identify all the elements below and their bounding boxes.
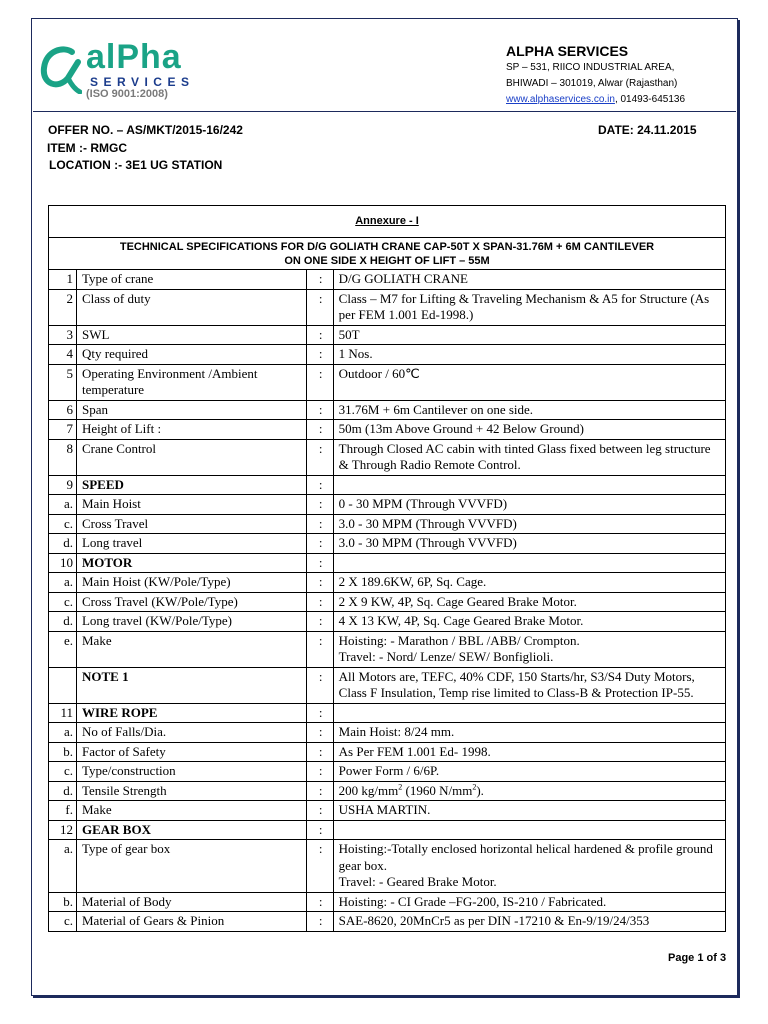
row-value-line: Power Form / 6/6P. [338, 763, 440, 778]
table-row [49, 400, 726, 420]
row-colon: : [306, 534, 333, 554]
row-value [333, 495, 725, 515]
row-value [333, 801, 725, 821]
row-number: 3 [49, 325, 77, 345]
row-number: a. [49, 573, 77, 593]
row-item: Qty required [76, 345, 306, 365]
table-row [49, 762, 726, 782]
address-line-1: SP – 531, RIICO INDUSTRIAL AREA, [506, 62, 675, 73]
row-colon: : [306, 364, 333, 400]
row-number: 8 [49, 439, 77, 475]
row-item: Class of duty [76, 289, 306, 325]
table-row [49, 840, 726, 893]
spec-heading [49, 238, 725, 270]
row-value-part: 200 kg/mm [338, 782, 399, 798]
row-value [333, 742, 725, 762]
logo-iso: (ISO 9001:2008) [86, 88, 168, 100]
row-colon: : [306, 345, 333, 365]
offer-number: OFFER NO. – AS/MKT/2015-16/242 [48, 123, 243, 137]
table-row [49, 439, 726, 475]
row-value-line: As Per FEM 1.001 Ed- 1998. [338, 743, 491, 759]
table-row [49, 631, 726, 667]
table-row [49, 495, 726, 515]
row-value-line: 50m (13m Above Ground + 42 Below Ground) [338, 421, 584, 436]
row-value [333, 631, 725, 667]
row-value-line: 2 X 189.6KW, 6P, Sq. Cage. [338, 574, 487, 589]
table-row [49, 364, 726, 400]
row-item: Material of Body [76, 892, 306, 912]
row-value [333, 534, 725, 554]
row-value-line: Hoisting: - CI Grade –FG-200, IS-210 / Fabricated. [338, 893, 607, 909]
row-value [333, 270, 725, 290]
row-value [333, 573, 725, 593]
row-number: a. [49, 840, 77, 893]
address-line-2: BHIWADI – 301019, Alwar (Rajasthan) [506, 78, 678, 89]
table-row [49, 742, 726, 762]
row-value-line: 2 X 9 KW, 4P, Sq. Cage Geared Brake Motor. [338, 593, 577, 609]
row-item: Make [76, 631, 306, 667]
row-number: 2 [49, 289, 77, 325]
row-item: Factor of Safety [76, 742, 306, 762]
row-value [333, 364, 725, 400]
row-value [333, 289, 725, 325]
row-value [333, 840, 725, 893]
row-value [333, 667, 725, 703]
row-value-line: All Motors are, TEFC, 40% CDF, 150 Starts/hr, S3/S4 Duty Motors, Class F Insulation, Temp rise limited to Class-B & Protection IP-55. [338, 668, 695, 700]
row-value [333, 892, 725, 912]
row-colon: : [306, 612, 333, 632]
row-item: Cross Travel [76, 514, 306, 534]
row-number: 10 [49, 553, 77, 573]
row-colon: : [306, 495, 333, 515]
table-row [49, 475, 726, 495]
row-item: No of Falls/Dia. [76, 723, 306, 743]
row-number: d. [49, 534, 77, 554]
row-item: Make [76, 801, 306, 821]
row-value-line: SAE-8620, 20MnCr5 as per DIN -17210 & En-9/19/24/353 [338, 913, 650, 928]
row-value-line: 31.76M + 6m Cantilever on one side. [338, 401, 534, 417]
row-value-line: Hoisting: - Marathon / BBL /ABB/ Crompton. [338, 632, 580, 648]
table-row [49, 612, 726, 632]
row-value [333, 439, 725, 475]
row-value [333, 762, 725, 782]
row-item: GEAR BOX [76, 820, 306, 840]
row-number: c. [49, 592, 77, 612]
row-value [333, 592, 725, 612]
row-value-line: 50T [338, 326, 360, 342]
row-number: d. [49, 612, 77, 632]
row-number: 7 [49, 420, 77, 440]
table-row [49, 420, 726, 440]
table-row [49, 553, 726, 573]
row-value [333, 400, 725, 420]
row-colon: : [306, 270, 333, 290]
row-value-part: ). [476, 782, 484, 798]
logo-word: alPha [86, 38, 182, 76]
page-number: Page 1 of 3 [668, 952, 727, 964]
row-value-line: 3.0 - 30 MPM (Through VVVFD) [338, 515, 517, 531]
row-number [49, 667, 77, 703]
row-number: c. [49, 912, 77, 932]
annexure-title: Annexure - I [49, 206, 725, 238]
table-row [49, 667, 726, 703]
row-value-line: Through Closed AC cabin with tinted Glass fixed between leg structure & Through Radio Remote Control. [338, 440, 711, 472]
row-value [333, 820, 725, 840]
spec-table [48, 269, 726, 932]
row-number: 9 [49, 475, 77, 495]
table-row [49, 573, 726, 593]
row-colon: : [306, 892, 333, 912]
row-value-part: (1960 N/mm [402, 782, 473, 798]
row-colon: : [306, 553, 333, 573]
row-value-line: Outdoor / 60℃ [338, 365, 420, 381]
row-value [333, 325, 725, 345]
row-colon: : [306, 667, 333, 703]
row-colon: : [306, 723, 333, 743]
table-row [49, 781, 726, 801]
row-colon: : [306, 912, 333, 932]
spec-heading-line-2: ON ONE SIDE X HEIGHT OF LIFT – 55M [284, 255, 490, 267]
row-colon: : [306, 592, 333, 612]
row-number: e. [49, 631, 77, 667]
row-value-line: 0 - 30 MPM (Through VVVFD) [338, 496, 508, 511]
offer-item: ITEM :- RMGC [47, 141, 127, 155]
row-number: a. [49, 495, 77, 515]
table-row [49, 703, 726, 723]
table-row [49, 514, 726, 534]
row-item: Main Hoist [76, 495, 306, 515]
logo-subtitle: SERVICES [90, 75, 195, 89]
row-item: Type/construction [76, 762, 306, 782]
table-row [49, 801, 726, 821]
row-value [333, 612, 725, 632]
row-item: Long travel (KW/Pole/Type) [76, 612, 306, 632]
row-item: Crane Control [76, 439, 306, 475]
row-colon: : [306, 439, 333, 475]
row-item: Tensile Strength [76, 781, 306, 801]
annexure-header [48, 205, 726, 270]
table-row [49, 345, 726, 365]
website-link[interactable]: www.alphaservices.co.in [506, 94, 615, 105]
row-value-line: 4 X 13 KW, 4P, Sq. Cage Geared Brake Motor. [338, 613, 584, 628]
header-divider [33, 111, 736, 112]
row-value [333, 553, 725, 573]
row-value-line: 3.0 - 30 MPM (Through VVVFD) [338, 535, 517, 550]
table-row [49, 592, 726, 612]
row-item: Height of Lift : [76, 420, 306, 440]
row-number: b. [49, 742, 77, 762]
row-number: 1 [49, 270, 77, 290]
row-value-line: D/G GOLIATH CRANE [338, 271, 468, 286]
row-colon: : [306, 400, 333, 420]
row-colon: : [306, 573, 333, 593]
row-value [333, 723, 725, 743]
row-number: c. [49, 762, 77, 782]
offer-date: DATE: 24.11.2015 [598, 123, 697, 137]
row-colon: : [306, 820, 333, 840]
table-row [49, 912, 726, 932]
row-value-part: 2 [472, 782, 477, 792]
table-row [49, 723, 726, 743]
company-logo [38, 36, 238, 106]
row-value-line: USHA MARTIN. [338, 802, 431, 817]
row-colon: : [306, 762, 333, 782]
row-value [333, 345, 725, 365]
row-item: MOTOR [76, 553, 306, 573]
row-item: NOTE 1 [76, 667, 306, 703]
row-item: SPEED [76, 475, 306, 495]
row-value-line-2: Travel: - Geared Brake Motor. [338, 874, 497, 889]
company-name: ALPHA SERVICES [506, 43, 629, 59]
row-value [333, 514, 725, 534]
row-colon: : [306, 631, 333, 667]
row-value-line: Class – M7 for Lifting & Traveling Mechanism & A5 for Structure (As per FEM 1.001 Ed-1998.) [338, 290, 710, 322]
row-value-line: Hoisting:-Totally enclosed horizontal helical hardened & profile ground gear box. [338, 841, 713, 873]
table-row [49, 289, 726, 325]
row-colon: : [306, 742, 333, 762]
row-colon: : [306, 514, 333, 534]
row-colon: : [306, 289, 333, 325]
row-number: 12 [49, 820, 77, 840]
table-row [49, 534, 726, 554]
row-item: Material of Gears & Pinion [76, 912, 306, 932]
row-number: d. [49, 781, 77, 801]
row-colon: : [306, 781, 333, 801]
row-value-line: Main Hoist: 8/24 mm. [338, 724, 455, 739]
row-colon: : [306, 801, 333, 821]
table-row [49, 892, 726, 912]
row-item: Type of crane [76, 270, 306, 290]
row-value-part: 2 [398, 782, 403, 792]
row-number: a. [49, 723, 77, 743]
table-row [49, 820, 726, 840]
table-row [49, 325, 726, 345]
company-info [506, 42, 685, 108]
row-item: Main Hoist (KW/Pole/Type) [76, 573, 306, 593]
row-value [333, 781, 725, 801]
row-value [333, 420, 725, 440]
row-colon: : [306, 840, 333, 893]
row-colon: : [306, 475, 333, 495]
contact-line [506, 92, 685, 108]
row-number: 6 [49, 400, 77, 420]
row-item: Operating Environment /Ambient temperature [76, 364, 306, 400]
row-item: SWL [76, 325, 306, 345]
row-value [333, 475, 725, 495]
row-number: 5 [49, 364, 77, 400]
row-item: Long travel [76, 534, 306, 554]
row-item: Type of gear box [76, 840, 306, 893]
row-colon: : [306, 325, 333, 345]
row-number: f. [49, 801, 77, 821]
row-colon: : [306, 703, 333, 723]
row-value [333, 912, 725, 932]
row-value [333, 703, 725, 723]
row-number: b. [49, 892, 77, 912]
phone-number: , 01493-645136 [614, 94, 686, 105]
row-number: c. [49, 514, 77, 534]
spec-heading-line-1: TECHNICAL SPECIFICATIONS FOR D/G GOLIATH CRANE CAP-50T X SPAN-31.76M + 6M CANTILEVER [119, 241, 655, 253]
row-item: WIRE ROPE [76, 703, 306, 723]
row-item: Cross Travel (KW/Pole/Type) [76, 592, 306, 612]
row-number: 11 [49, 703, 77, 723]
row-colon: : [306, 420, 333, 440]
alpha-symbol-icon [38, 42, 82, 94]
offer-location: LOCATION :- 3E1 UG STATION [49, 158, 223, 172]
row-value-line-2: Travel: - Nord/ Lenze/ SEW/ Bonfiglioli. [338, 649, 554, 664]
row-item: Span [76, 400, 306, 420]
row-number: 4 [49, 345, 77, 365]
row-value-line: 1 Nos. [338, 346, 373, 361]
table-row [49, 270, 726, 290]
